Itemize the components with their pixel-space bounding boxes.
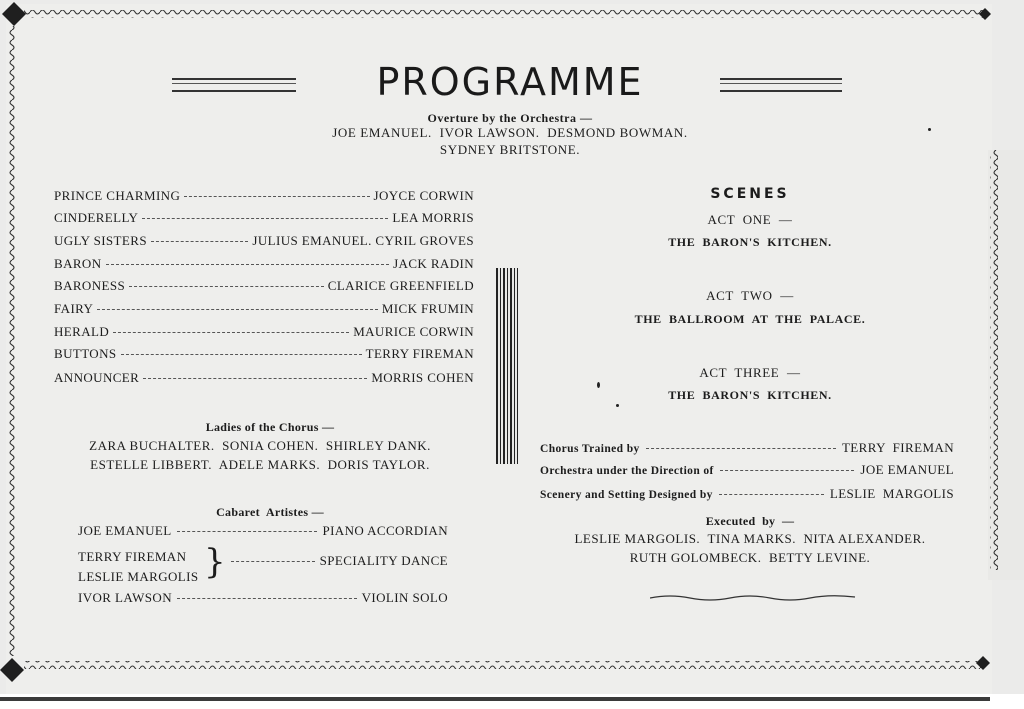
scene-setting: THE BALLROOM AT THE PALACE. [634,312,866,326]
corner-ornament-bl [0,658,24,682]
column-divider [496,268,518,464]
brace-symbol: } [204,542,226,582]
credit-row [540,440,954,458]
cabaret-row [226,553,448,571]
title-rule-right [720,78,842,92]
scan-speck [928,128,931,131]
cast-role: CINDERELLY [54,210,139,225]
cast-actor: MORRIS COHEN [371,370,474,385]
credit-row [540,486,954,504]
cast-role: BARON [54,256,102,271]
cast-actor: MICK FRUMIN [381,301,474,316]
overture-names-1: JOE EMANUEL. IVOR LAWSON. DESMOND BOWMAN. [332,125,688,140]
cast-role: UGLY SISTERS [54,233,147,248]
scene-act: ACT ONE — [707,212,793,227]
cast-actor: JACK RADIN [393,256,474,271]
cabaret-artist: LESLIE MARGOLIS [78,569,199,584]
cast-role: FAIRY [54,301,94,316]
cabaret-act: PIANO ACCORDIAN [322,523,448,538]
cast-role: HERALD [54,324,110,339]
cast-actor: MAURICE CORWIN [353,324,474,339]
credit-name: TERRY FIREMAN [841,440,954,455]
cast-row [54,370,474,388]
chorus-heading: Ladies of the Chorus — [205,420,335,434]
cast-role: PRINCE CHARMING [54,188,181,203]
credit-row [540,462,954,480]
cast-actor: LEA MORRIS [392,210,474,225]
scan-speck [597,382,600,388]
credit-label: Orchestra under the Direction of [540,465,714,477]
scene-act: ACT THREE — [699,365,801,380]
cabaret-row [78,590,448,608]
chorus-names-1: ZARA BUCHALTER. SONIA COHEN. SHIRLEY DANK. [89,438,431,453]
cabaret-artist: TERRY FIREMAN [78,549,187,564]
cabaret-artist: JOE EMANUEL [78,523,172,538]
cast-role: BARONESS [54,278,126,293]
scene-setting: THE BARON'S KITCHEN. [668,388,832,402]
credit-name: JOE EMANUEL [860,462,954,477]
scenes-heading: SCENES [710,186,790,202]
cabaret-heading: Cabaret Artistes — [216,505,324,519]
page-title: PROGRAMME [376,60,644,104]
credit-label: Chorus Trained by [540,443,640,455]
scene-setting: THE BARON'S KITCHEN. [668,235,832,249]
credit-label: Scenery and Setting Designed by [540,489,713,501]
cast-row [54,256,474,274]
cabaret-act: SPECIALITY DANCE [319,553,448,568]
cast-row [54,301,474,319]
cast-role: ANNOUNCER [54,370,140,385]
overture-heading: Overture by the Orchestra — [427,111,593,125]
executed-names-1: LESLIE MARGOLIS. TINA MARKS. NITA ALEXANDER. [574,531,926,546]
overture-names-2: SYDNEY BRITSTONE. [439,142,581,157]
cabaret-pair [78,547,198,587]
cast-row [54,278,474,296]
scene-act: ACT TWO — [706,288,794,303]
cast-row [54,188,474,206]
cast-actor: CLARICE GREENFIELD [327,278,474,293]
executed-heading: Executed by — [705,514,795,528]
cast-row [54,346,474,364]
cast-actor: TERRY FIREMAN [365,346,474,361]
cabaret-row [78,523,448,541]
executed-names-2: RUTH GOLOMBECK. BETTY LEVINE. [629,550,871,565]
cast-row [54,210,474,228]
credit-name: LESLIE MARGOLIS [829,486,954,501]
corner-ornament-tl [2,2,26,26]
cast-actor: JOYCE CORWIN [373,188,474,203]
cast-row [54,233,474,251]
cast-row [54,324,474,342]
cast-role: BUTTONS [54,346,117,361]
chorus-names-2: ESTELLE LIBBERT. ADELE MARKS. DORIS TAYLOR. [90,457,430,472]
title-rule-left [172,78,296,92]
closing-flourish [650,592,860,602]
cabaret-artist: IVOR LAWSON [78,590,172,605]
cabaret-act: VIOLIN SOLO [361,590,448,605]
cast-actor: JULIUS EMANUEL. CYRIL GROVES [252,233,474,248]
scan-speck [616,404,619,407]
